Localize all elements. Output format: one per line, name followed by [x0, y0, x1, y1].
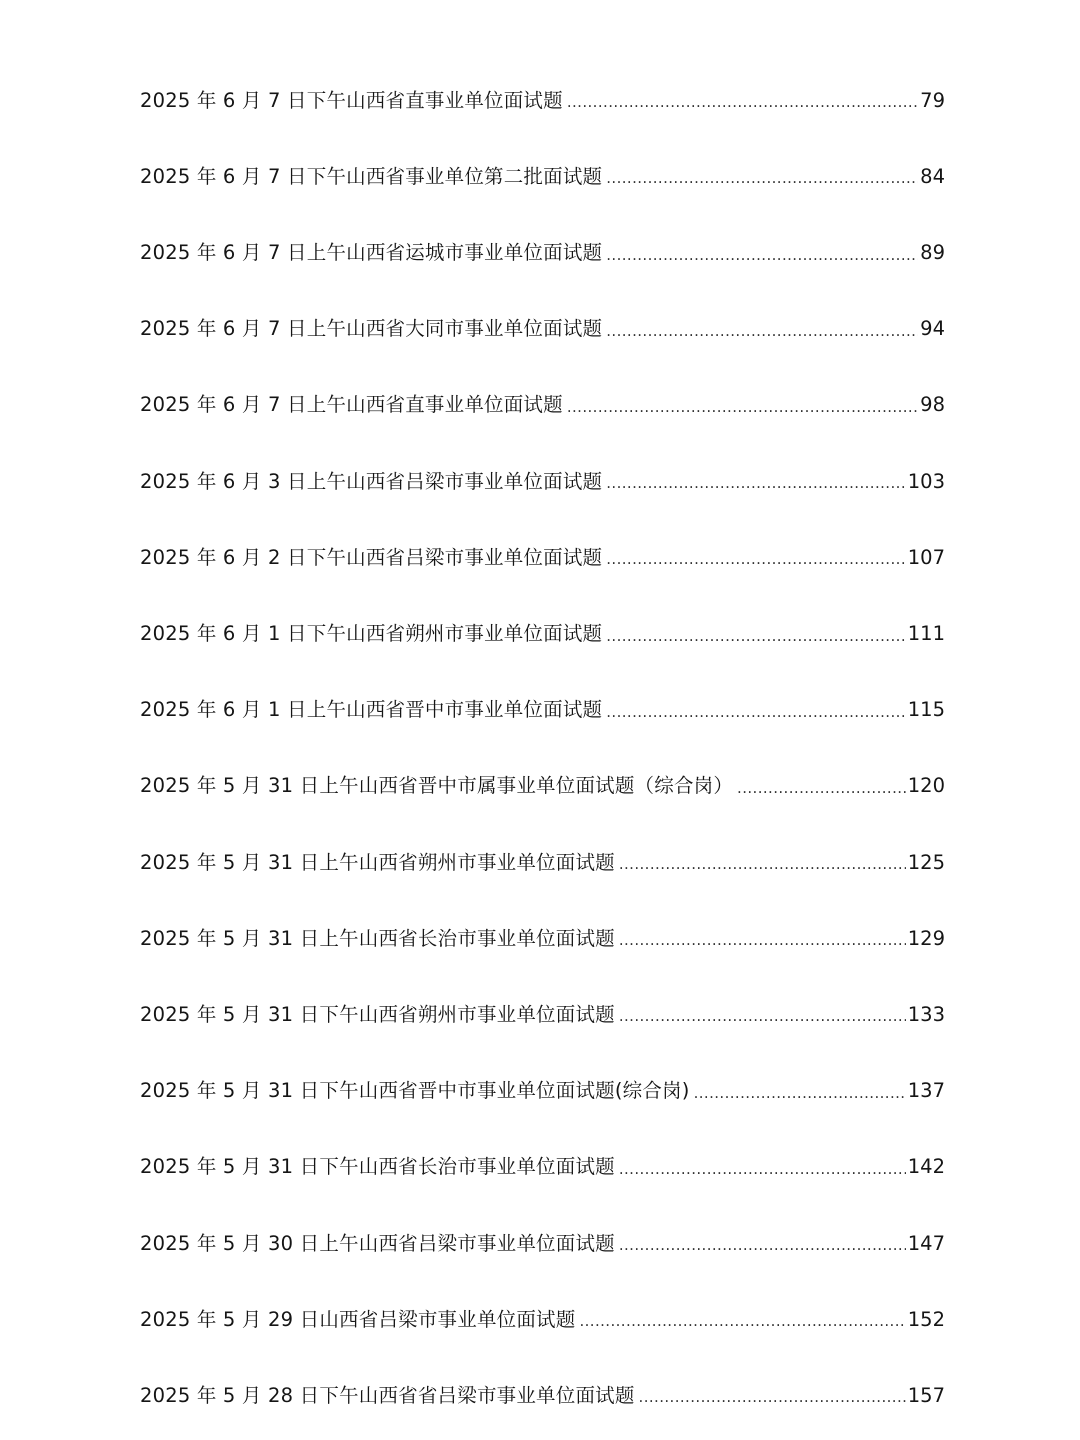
toc-entry-title: 2025 年 6 月 7 日下午山西省直事业单位面试题 [140, 88, 563, 112]
dot-leader [619, 1162, 906, 1177]
toc-entry[interactable] [140, 56, 945, 132]
dot-leader [567, 95, 918, 110]
dot-leader [567, 400, 918, 415]
toc-entry[interactable] [140, 1123, 945, 1199]
toc-entry-title: 2025 年 5 月 31 日下午山西省晋中市事业单位面试题(综合岗) [140, 1079, 690, 1103]
toc-entry-page-number: 125 [907, 850, 945, 874]
table-of-contents [140, 56, 945, 1427]
dot-leader [606, 476, 906, 491]
toc-entry-title: 2025 年 5 月 31 日上午山西省朔州市事业单位面试题 [140, 850, 615, 874]
dot-leader [694, 1086, 906, 1101]
toc-entry[interactable] [140, 666, 945, 742]
toc-entry-page-number: 133 [907, 1002, 945, 1026]
toc-entry[interactable] [140, 1199, 945, 1275]
toc-entry-title: 2025 年 5 月 29 日山西省吕梁市事业单位面试题 [140, 1307, 576, 1331]
toc-entry[interactable] [140, 132, 945, 208]
toc-entry[interactable] [140, 818, 945, 894]
dot-leader [579, 1314, 905, 1329]
toc-entry[interactable] [140, 894, 945, 970]
dot-leader [606, 629, 906, 644]
toc-entry-page-number: 103 [907, 469, 945, 493]
dot-leader [606, 705, 906, 720]
dot-leader [639, 1390, 906, 1405]
dot-leader [606, 324, 918, 339]
toc-entry-page-number: 137 [907, 1079, 945, 1103]
toc-entry[interactable] [140, 742, 945, 818]
toc-entry[interactable] [140, 513, 945, 589]
toc-entry-title: 2025 年 6 月 2 日下午山西省吕梁市事业单位面试题 [140, 545, 603, 569]
toc-entry-title: 2025 年 6 月 7 日上午山西省大同市事业单位面试题 [140, 317, 603, 341]
toc-entry[interactable] [140, 589, 945, 665]
toc-entry-title: 2025 年 6 月 1 日上午山西省晋中市事业单位面试题 [140, 698, 603, 722]
toc-entry-page-number: 107 [907, 545, 945, 569]
dot-leader [619, 933, 906, 948]
toc-entry[interactable] [140, 1046, 945, 1122]
dot-leader [619, 1009, 906, 1024]
toc-entry[interactable] [140, 1275, 945, 1351]
toc-entry-page-number: 84 [920, 164, 945, 188]
dot-leader [606, 552, 906, 567]
toc-entry-title: 2025 年 5 月 30 日上午山西省吕梁市事业单位面试题 [140, 1231, 615, 1255]
toc-entry-title: 2025 年 5 月 31 日下午山西省朔州市事业单位面试题 [140, 1002, 615, 1026]
toc-entry-page-number: 115 [907, 698, 945, 722]
toc-entry-title: 2025 年 6 月 1 日下午山西省朔州市事业单位面试题 [140, 622, 603, 645]
dot-leader [737, 781, 906, 796]
toc-entry-page-number: 142 [907, 1155, 945, 1179]
toc-entry-title: 2025 年 6 月 7 日上午山西省运城市事业单位面试题 [140, 241, 603, 265]
toc-entry-page-number: 111 [907, 622, 945, 645]
toc-entry-page-number: 152 [907, 1307, 945, 1331]
dot-leader [606, 248, 918, 263]
toc-entry[interactable] [140, 285, 945, 361]
toc-entry[interactable] [140, 437, 945, 513]
toc-entry-title: 2025 年 5 月 31 日上午山西省长治市事业单位面试题 [140, 926, 615, 950]
toc-entry-page-number: 157 [907, 1383, 945, 1407]
dot-leader [619, 1238, 906, 1253]
toc-entry[interactable] [140, 1351, 945, 1427]
dot-leader [606, 171, 918, 186]
toc-entry-page-number: 120 [907, 774, 945, 798]
toc-entry[interactable] [140, 970, 945, 1046]
toc-entry-title: 2025 年 5 月 28 日下午山西省省吕梁市事业单位面试题 [140, 1383, 635, 1407]
toc-entry-page-number: 98 [920, 393, 945, 417]
toc-entry-title: 2025 年 5 月 31 日上午山西省晋中市属事业单位面试题（综合岗） [140, 774, 734, 798]
toc-entry-page-number: 89 [920, 241, 945, 265]
toc-entry-page-number: 147 [907, 1231, 945, 1255]
toc-entry-title: 2025 年 6 月 7 日下午山西省事业单位第二批面试题 [140, 164, 603, 188]
toc-entry[interactable] [140, 208, 945, 284]
toc-entry-page-number: 79 [920, 88, 945, 112]
toc-entry-page-number: 129 [907, 926, 945, 950]
dot-leader [619, 857, 906, 872]
toc-entry-page-number: 94 [920, 317, 945, 341]
toc-entry-title: 2025 年 6 月 3 日上午山西省吕梁市事业单位面试题 [140, 469, 603, 493]
toc-entry-title: 2025 年 5 月 31 日下午山西省长治市事业单位面试题 [140, 1155, 615, 1179]
toc-entry-title: 2025 年 6 月 7 日上午山西省直事业单位面试题 [140, 393, 563, 417]
toc-entry[interactable] [140, 361, 945, 437]
